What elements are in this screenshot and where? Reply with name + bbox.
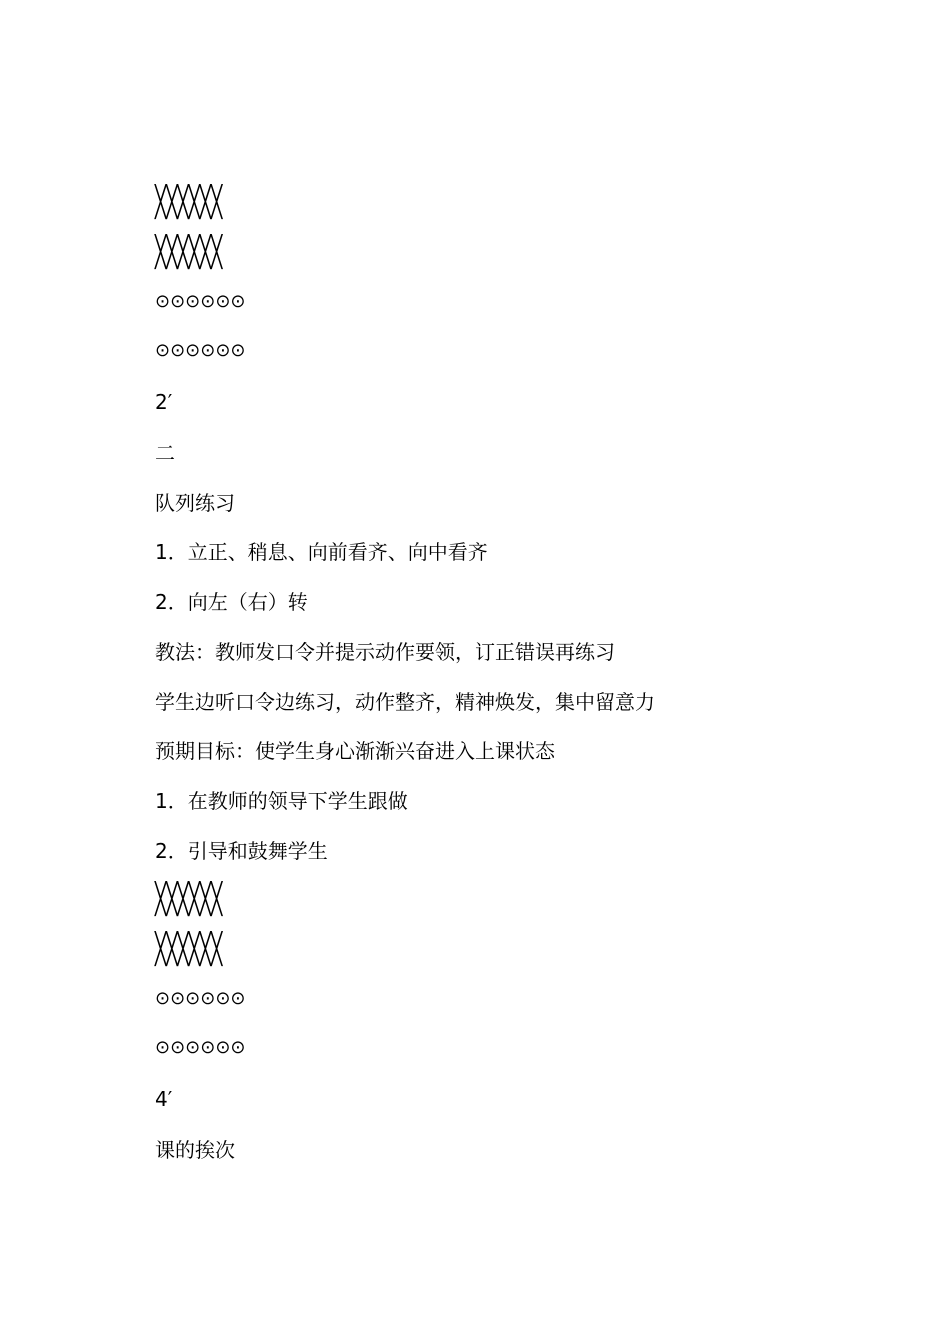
formation-row-dot: ⊙⊙⊙⊙⊙⊙	[155, 340, 246, 361]
duration-label: 4′	[155, 1087, 173, 1111]
formation-row-dot: ⊙⊙⊙⊙⊙⊙	[155, 988, 246, 1009]
expected-goal: 预期目标：使学生身心渐渐兴奋进入上课状态	[155, 739, 555, 763]
student-activity: 学生边听口令边练习，动作整齐，精神焕发，集中留意力	[155, 690, 655, 714]
formation-row-x: ╳╳╳╳╳╳	[155, 882, 223, 917]
section-title: 队列练习	[155, 491, 235, 515]
organization-item: 1．在教师的领导下学生跟做	[155, 789, 408, 813]
formation-row-x: ╳╳╳╳╳╳	[155, 235, 223, 270]
formation-row-dot: ⊙⊙⊙⊙⊙⊙	[155, 1037, 246, 1058]
formation-row-x: ╳╳╳╳╳╳	[155, 932, 223, 967]
duration-label: 2′	[155, 390, 173, 414]
section-number: 二	[155, 441, 175, 465]
teaching-method: 教法：教师发口令并提示动作要领，订正错误再练习	[155, 640, 615, 664]
drill-item: 1．立正、稍息、向前看齐、向中看齐	[155, 540, 488, 564]
formation-row-dot: ⊙⊙⊙⊙⊙⊙	[155, 291, 246, 312]
organization-item: 2．引导和鼓舞学生	[155, 839, 328, 863]
section-title: 课的挨次	[155, 1138, 235, 1162]
formation-row-x: ╳╳╳╳╳╳	[155, 185, 223, 220]
drill-item: 2．向左（右）转	[155, 590, 308, 614]
